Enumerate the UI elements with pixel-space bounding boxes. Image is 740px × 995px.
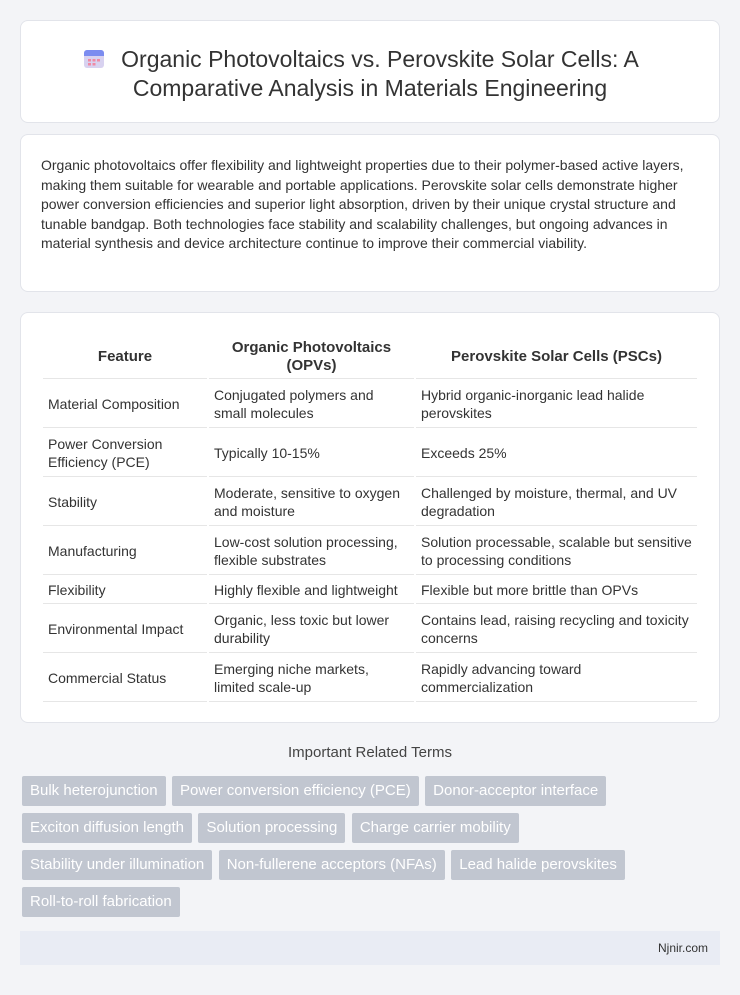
page-title	[21, 45, 719, 103]
comparison-table	[41, 333, 699, 704]
table-cell: Moderate, sensitive to oxygen and moisture	[209, 479, 414, 526]
table-row	[43, 381, 697, 428]
table-cell: Highly flexible and lightweight	[209, 577, 414, 604]
footer	[20, 931, 720, 965]
related-terms-list	[22, 776, 702, 924]
related-term-tag[interactable]: Stability under illumination	[22, 850, 212, 880]
table-cell: Exceeds 25%	[416, 430, 697, 477]
page-title-line-2: Comparative Analysis in Materials Engineering	[132, 75, 608, 101]
table-cell: Contains lead, raising recycling and toxicity concerns	[416, 606, 697, 653]
related-term-tag[interactable]: Bulk heterojunction	[22, 776, 166, 806]
comparison-table-card	[20, 312, 720, 723]
table-cell: Rapidly advancing toward commercialization	[416, 655, 697, 702]
table-row	[43, 577, 697, 604]
related-term-tag[interactable]: Donor-acceptor interface	[425, 776, 606, 806]
related-term-tag[interactable]: Power conversion efficiency (PCE)	[172, 776, 419, 806]
table-cell: Solution processable, scalable but sensitive to processing conditions	[416, 528, 697, 575]
table-cell: Conjugated polymers and small molecules	[209, 381, 414, 428]
related-term-tag[interactable]: Exciton diffusion length	[22, 813, 192, 843]
table-cell: Environmental Impact	[43, 606, 207, 653]
summary-text: Organic photovoltaics offer flexibility and lightweight properties due to their polymer-based active layers, making them suitable for wearable and portable applications. Perovskite solar cells demonstrate higher power conversion efficiencies and superior light absorption, driven by their unique crystal structure and tunable bandgap. Both technologies face stability and scalability challenges, but ongoing advances in material synthesis and device architecture continue to improve their commercial viability.	[41, 157, 684, 252]
table-cell: Manufacturing	[43, 528, 207, 575]
table-cell: Flexible but more brittle than OPVs	[416, 577, 697, 604]
table-cell: Material Composition	[43, 381, 207, 428]
related-term-tag[interactable]: Non-fullerene acceptors (NFAs)	[219, 850, 445, 880]
related-term-tag[interactable]: Solution processing	[198, 813, 345, 843]
table-row	[43, 479, 697, 526]
table-row	[43, 528, 697, 575]
table-cell: Hybrid organic-inorganic lead halide perovskites	[416, 381, 697, 428]
table-header-row	[43, 335, 697, 379]
table-cell: Flexibility	[43, 577, 207, 604]
related-terms-title: Important Related Terms	[288, 744, 452, 761]
header-opv: Organic Photovoltaics (OPVs)	[209, 335, 414, 379]
table-row	[43, 606, 697, 653]
header-card	[20, 20, 720, 123]
summary-card	[20, 134, 720, 292]
page-title-line-1: Organic Photovoltaics vs. Perovskite Solar Cells: A	[121, 46, 639, 72]
related-term-tag[interactable]: Roll-to-roll fabrication	[22, 887, 180, 917]
table-row	[43, 655, 697, 702]
table-cell: Emerging niche markets, limited scale-up	[209, 655, 414, 702]
footer-site-link[interactable]: Njnir.com	[657, 941, 708, 955]
table-cell: Typically 10-15%	[209, 430, 414, 477]
related-term-tag[interactable]: Lead halide perovskites	[451, 850, 625, 880]
related-term-tag[interactable]: Charge carrier mobility	[352, 813, 519, 843]
header-feature: Feature	[43, 335, 207, 379]
table-cell: Stability	[43, 479, 207, 526]
table-cell: Low-cost solution processing, flexible substrates	[209, 528, 414, 575]
table-cell: Power Conversion Efficiency (PCE)	[43, 430, 207, 477]
table-row	[43, 430, 697, 477]
table-cell: Organic, less toxic but lower durability	[209, 606, 414, 653]
table-cell: Commercial Status	[43, 655, 207, 702]
table-cell: Challenged by moisture, thermal, and UV degradation	[416, 479, 697, 526]
header-psc: Perovskite Solar Cells (PSCs)	[416, 335, 697, 379]
